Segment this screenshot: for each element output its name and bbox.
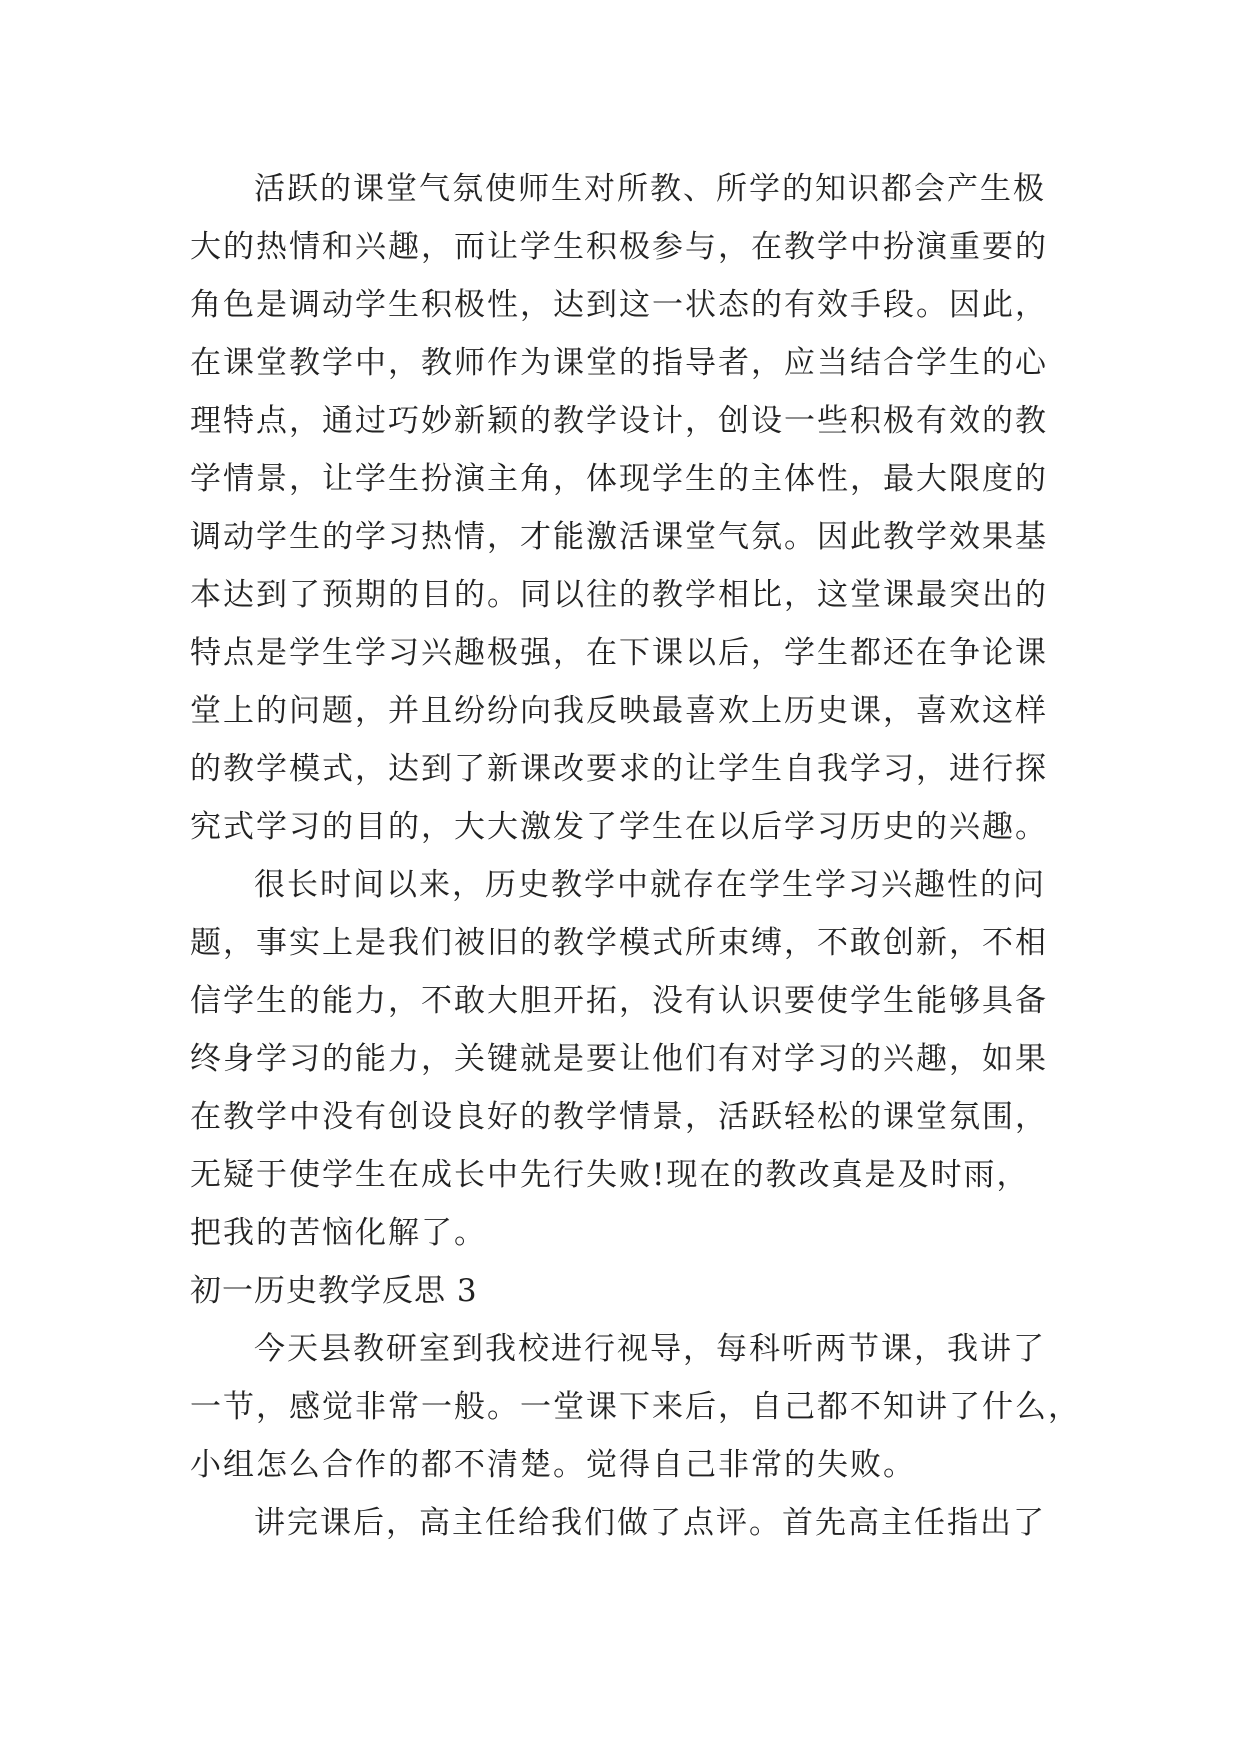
document-body xyxy=(190,160,1081,1552)
section-heading: 初一历史教学反思 3 xyxy=(190,1273,478,1309)
text-line: 很长时间以来，历史教学中就存在学生学习兴趣性的问 xyxy=(254,867,1046,903)
text-line: 题，事实上是我们被旧的教学模式所束缚，不敢创新，不相 xyxy=(190,925,1048,961)
text-line: 调动学生的学习热情，才能激活课堂气氛。因此教学效果基 xyxy=(190,519,1048,555)
text-line: 特点是学生学习兴趣极强，在下课以后，学生都还在争论课 xyxy=(190,635,1048,671)
text-line: 讲完课后，高主任给我们做了点评。首先高主任指出了 xyxy=(254,1505,1046,1541)
paragraph xyxy=(190,856,1070,1262)
text-line: 究式学习的目的，大大激发了学生在以后学习历史的兴趣。 xyxy=(190,809,1048,845)
text-line: 本达到了预期的目的。同以往的教学相比，这堂课最突出的 xyxy=(190,577,1048,613)
text-line: 大的热情和兴趣，而让学生积极参与，在教学中扮演重要的 xyxy=(190,229,1048,265)
text-line: 终身学习的能力，关键就是要让他们有对学习的兴趣，如果 xyxy=(190,1041,1048,1077)
text-line: 学情景，让学生扮演主角，体现学生的主体性，最大限度的 xyxy=(190,461,1048,497)
paragraph xyxy=(190,1494,1070,1552)
text-line: 堂上的问题，并且纷纷向我反映最喜欢上历史课，喜欢这样 xyxy=(190,693,1048,729)
text-line: 角色是调动学生积极性，达到这一状态的有效手段。因此， xyxy=(190,287,1048,323)
text-line: 一节，感觉非常一般。一堂课下来后，自己都不知讲了什么， xyxy=(190,1389,1081,1425)
text-line: 今天县教研室到我校进行视导，每科听两节课，我讲了 xyxy=(254,1331,1046,1367)
paragraph xyxy=(190,160,1070,856)
text-line: 小组怎么合作的都不清楚。觉得自己非常的失败。 xyxy=(190,1447,916,1483)
text-line: 在课堂教学中，教师作为课堂的指导者，应当结合学生的心 xyxy=(190,345,1048,381)
paragraph xyxy=(190,1320,1081,1494)
text-line: 理特点，通过巧妙新颖的教学设计，创设一些积极有效的教 xyxy=(190,403,1048,439)
text-line: 活跃的课堂气氛使师生对所教、所学的知识都会产生极 xyxy=(254,171,1046,207)
text-line: 无疑于使学生在成长中先行失败!现在的教改真是及时雨， xyxy=(190,1157,1030,1193)
text-line: 把我的苦恼化解了。 xyxy=(190,1215,487,1251)
text-line: 的教学模式，达到了新课改要求的让学生自我学习，进行探 xyxy=(190,751,1048,787)
text-line: 信学生的能力，不敢大胆开拓，没有认识要使学生能够具备 xyxy=(190,983,1048,1019)
text-line: 在教学中没有创设良好的教学情景，活跃轻松的课堂氛围， xyxy=(190,1099,1048,1135)
